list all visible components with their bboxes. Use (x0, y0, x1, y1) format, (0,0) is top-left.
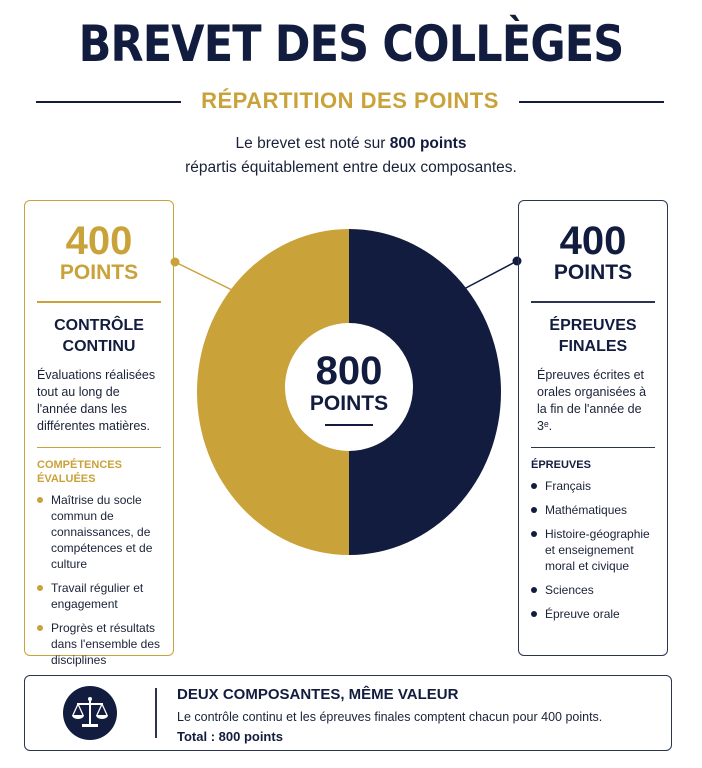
list-item (531, 502, 655, 518)
list-item (531, 478, 655, 494)
scales-icon (63, 686, 117, 740)
bullet-dot (37, 497, 43, 503)
footer-summary (24, 675, 672, 751)
page-title: BREVET DES COLLÈGES (78, 15, 624, 73)
bullet-dot (531, 531, 537, 537)
list-item (37, 580, 161, 612)
left-connector-line (175, 262, 232, 290)
left-card-section-title: COMPÉTENCES ÉVALUÉES (37, 458, 122, 485)
right-card-divider (531, 301, 655, 303)
left-card-divider (37, 301, 161, 303)
footer-description: Le contrôle continu et les épreuves finales comptent chacun pour 400 points. (177, 710, 603, 724)
intro-total-points: 800 points (389, 135, 467, 152)
list-item-text: Épreuve orale (545, 606, 620, 621)
center-total-number: 800 (315, 349, 383, 393)
bullet-dot (531, 483, 537, 489)
right-card-unit: POINTS (553, 261, 633, 284)
right-card-section-title: ÉPREUVES (531, 458, 591, 471)
center-total-unit: POINTS (309, 392, 389, 415)
list-item-text: Travail régulier et engagement (51, 580, 144, 611)
list-item (37, 492, 161, 572)
list-item (531, 582, 655, 598)
card-epreuves-finales (518, 200, 668, 656)
bullet-dot (531, 611, 537, 617)
bullet-dot (531, 587, 537, 593)
list-item-text: Mathématiques (545, 502, 628, 517)
footer-total: Total : 800 points (177, 729, 283, 744)
subtitle: RÉPARTITION DES POINTS (201, 88, 499, 113)
scales-badge (63, 686, 117, 740)
left-card-heading (37, 315, 161, 357)
bullet-dot (37, 585, 43, 591)
right-card-heading (531, 315, 655, 357)
right-card-number: 400 (559, 219, 627, 263)
left-card-description: Évaluations réalisées tout au long de l'année dans les différentes matières. (37, 367, 156, 433)
card-controle-continu (24, 200, 174, 667)
right-card-heading-line2: FINALES (558, 337, 628, 355)
right-connector-line (462, 261, 517, 290)
right-card-heading-line1: ÉPREUVES (549, 316, 637, 334)
right-card-list (531, 478, 655, 622)
left-card-number: 400 (65, 219, 133, 263)
footer-title: DEUX COMPOSANTES, MÊME VALEUR (177, 686, 459, 703)
center-underline (325, 424, 373, 426)
bullet-dot (531, 507, 537, 513)
right-card-divider-2 (531, 447, 655, 448)
left-card-unit: POINTS (59, 261, 139, 284)
intro-text-line2: répartis équitablement entre deux composantes. (185, 159, 517, 176)
right-card-description: Épreuves écrites et orales organisées à la fin de l'année de 3ᵉ. (537, 367, 647, 433)
list-item-text: Sciences (545, 582, 594, 597)
footer-divider (155, 688, 157, 738)
left-card-heading-line2: CONTINU (62, 337, 136, 355)
bullet-dot (37, 625, 43, 631)
list-item (531, 606, 655, 622)
left-card-divider-2 (37, 447, 161, 448)
donut-center-label (286, 350, 412, 426)
list-item-text: Progrès et résultats dans l'ensemble des disciplines (51, 620, 161, 667)
list-item (37, 620, 161, 668)
list-item-text: Maîtrise du socle commun de connaissances, de compétences et de culture (51, 492, 153, 571)
list-item-text: Français (545, 478, 592, 493)
list-item-text: Histoire-géographie et enseignement moral et civique (545, 526, 650, 573)
list-item (531, 526, 655, 574)
left-card-list (37, 492, 161, 668)
left-card-heading-line1: CONTRÔLE (54, 316, 144, 334)
intro-text-start: Le brevet est noté sur (235, 135, 390, 152)
